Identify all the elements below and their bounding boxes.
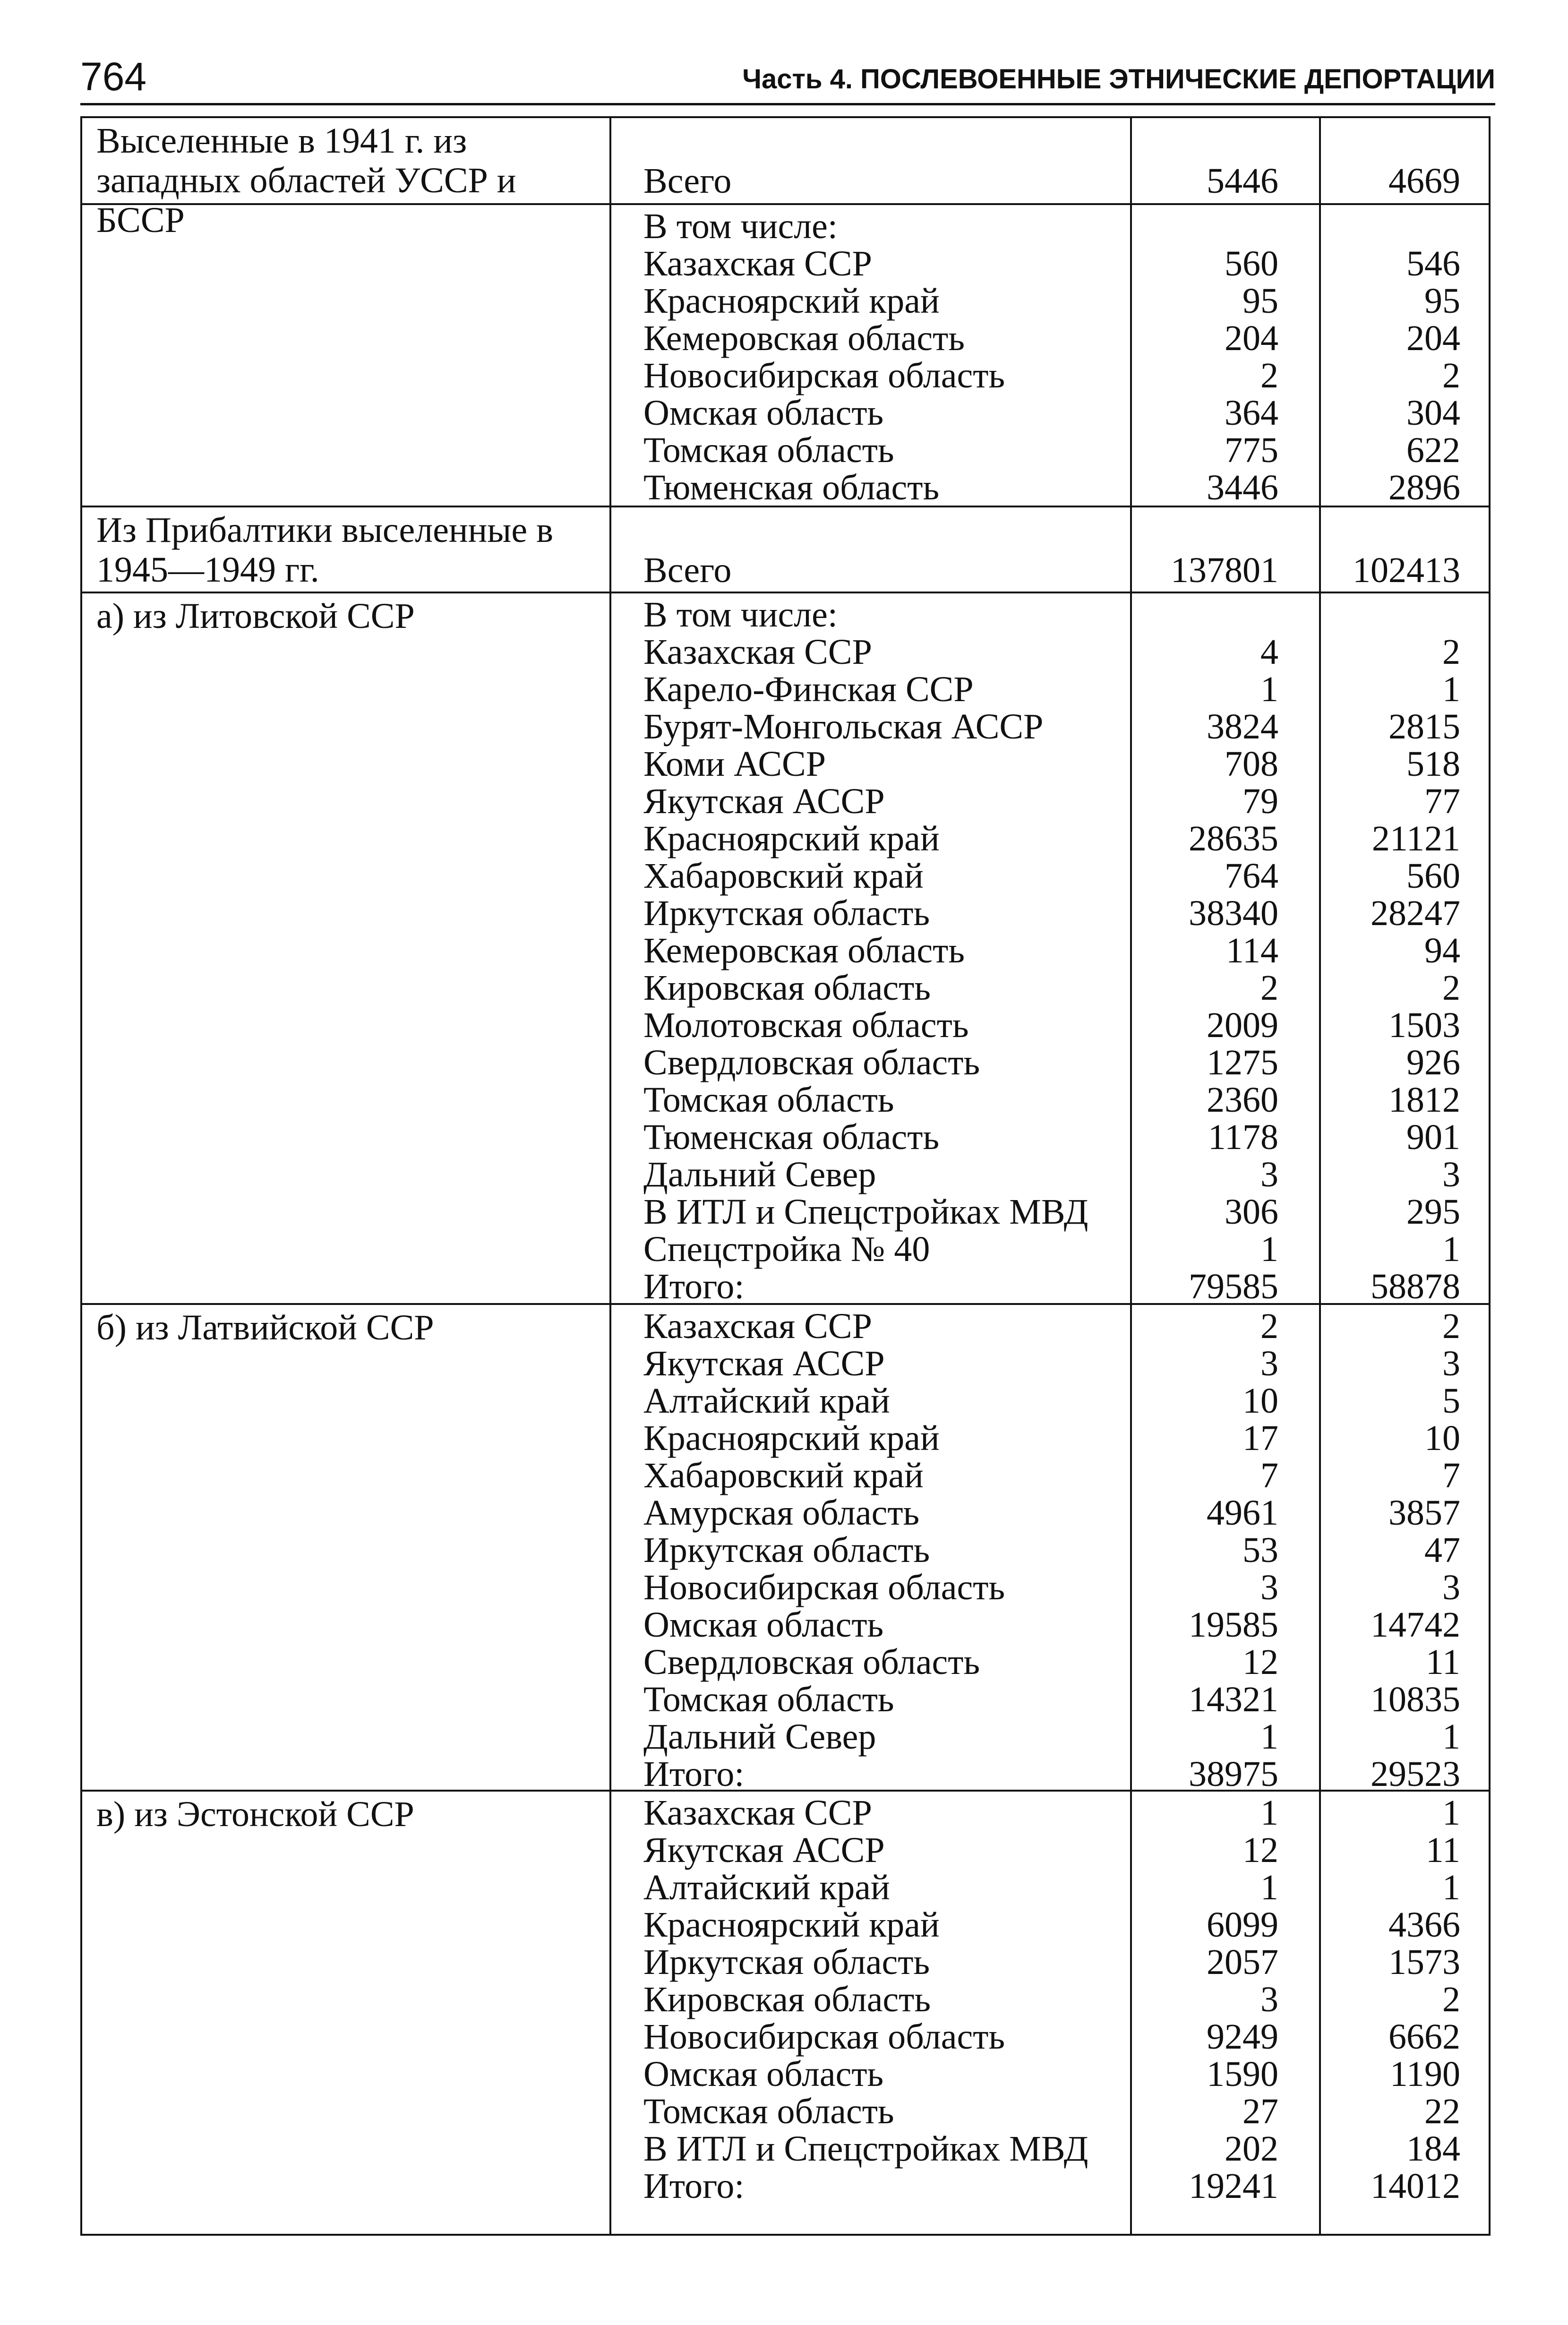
row-name: Омская область xyxy=(643,1605,884,1645)
table-row xyxy=(82,1869,1489,1906)
value-a: 7 xyxy=(1260,1456,1278,1495)
row-name: Спецстройка № 40 xyxy=(643,1229,930,1269)
table-row xyxy=(82,1193,1489,1231)
row-name: Красноярский край xyxy=(643,1418,940,1458)
table-row xyxy=(82,469,1489,506)
value-a: 1 xyxy=(1260,1793,1278,1833)
group-label: Из Прибалтики выселенные в 1945—1949 гг. xyxy=(96,510,553,590)
table-row xyxy=(82,208,1489,245)
value-a: 3 xyxy=(1260,1980,1278,2019)
table-row xyxy=(82,1906,1489,1944)
table-block-baltic xyxy=(82,506,1489,592)
page-number: 764 xyxy=(80,54,147,99)
table-row xyxy=(82,1420,1489,1457)
row-name: Всего xyxy=(643,161,732,201)
row-name: Кировская область xyxy=(643,1980,931,2019)
value-a: 1 xyxy=(1260,1717,1278,1757)
row-name: Карело-Финская ССР xyxy=(643,669,974,709)
value-b: 3857 xyxy=(1388,1493,1460,1533)
value-b: 28247 xyxy=(1371,893,1460,933)
row-name: Омская область xyxy=(643,2054,884,2094)
value-b: 58878 xyxy=(1371,1267,1460,1306)
value-a: 114 xyxy=(1225,931,1278,970)
row-name: Алтайский край xyxy=(643,1868,890,1907)
row-name: Казахская ССР xyxy=(643,1306,872,1346)
value-b: 1503 xyxy=(1388,1005,1460,1045)
running-title: Часть 4. ПОСЛЕВОЕННЫЕ ЭТНИЧЕСКИЕ ДЕПОРТАЦИИ xyxy=(742,64,1495,94)
table-row xyxy=(82,2093,1489,2130)
row-name: Свердловская область xyxy=(643,1043,980,1082)
value-a: 27 xyxy=(1242,2092,1278,2131)
table-row xyxy=(82,634,1489,671)
value-a: 19585 xyxy=(1189,1605,1278,1645)
table-row xyxy=(82,1944,1489,1981)
value-a: 1 xyxy=(1260,669,1278,709)
group-label: Выселенные в 1941 г. из западных областей УССР и БССР xyxy=(96,121,516,240)
value-b: 94 xyxy=(1424,931,1460,970)
value-a: 4 xyxy=(1260,632,1278,672)
value-a: 10 xyxy=(1242,1381,1278,1421)
row-name: Иркутская область xyxy=(643,1942,930,1982)
row-name: Красноярский край xyxy=(643,819,940,858)
table-row xyxy=(82,2168,1489,2205)
row-name: Итого: xyxy=(643,1754,745,1794)
value-b: 2 xyxy=(1442,632,1460,672)
table-row xyxy=(82,671,1489,708)
value-b: 1 xyxy=(1442,1868,1460,1907)
value-a: 2 xyxy=(1260,968,1278,1008)
value-a: 202 xyxy=(1225,2129,1278,2169)
value-a: 79585 xyxy=(1189,1267,1278,1306)
row-name: Красноярский край xyxy=(643,281,940,321)
row-name: Алтайский край xyxy=(643,1381,890,1421)
table-row xyxy=(82,1569,1489,1606)
value-a: 53 xyxy=(1242,1530,1278,1570)
table-row xyxy=(82,2018,1489,2056)
value-a: 306 xyxy=(1225,1192,1278,1232)
row-name: Коми АССР xyxy=(643,744,826,784)
table-row xyxy=(82,1756,1489,1793)
value-a: 1275 xyxy=(1207,1043,1278,1082)
value-b: 622 xyxy=(1406,430,1460,470)
row-name: Якутская АССР xyxy=(643,1344,885,1383)
value-b: 4366 xyxy=(1388,1905,1460,1945)
value-b: 295 xyxy=(1406,1192,1460,1232)
row-name: Казахская ССР xyxy=(643,244,872,283)
row-name: Иркутская область xyxy=(643,893,930,933)
row-name: Амурская область xyxy=(643,1493,920,1533)
value-a: 2360 xyxy=(1207,1080,1278,1120)
value-b: 1 xyxy=(1442,1229,1460,1269)
table-row xyxy=(82,245,1489,283)
value-b: 926 xyxy=(1406,1043,1460,1082)
row-list xyxy=(82,1308,1489,1793)
row-name: Тюменская область xyxy=(643,468,940,507)
table-row xyxy=(82,1457,1489,1494)
table-row xyxy=(82,2056,1489,2093)
value-a: 6099 xyxy=(1207,1905,1278,1945)
row-list xyxy=(82,208,1489,506)
value-b: 1812 xyxy=(1388,1080,1460,1120)
value-b: 29523 xyxy=(1371,1754,1460,1794)
group-label: в) из Эстонской ССР xyxy=(96,1794,414,1834)
table-row xyxy=(82,1532,1489,1569)
table-row xyxy=(82,1644,1489,1681)
table-block-1941-regions xyxy=(82,203,1489,506)
row-name: Тюменская область xyxy=(643,1117,940,1157)
value-a: 1 xyxy=(1260,1229,1278,1269)
table-row xyxy=(82,1794,1489,1832)
group-label: а) из Литовской ССР xyxy=(96,596,415,636)
value-a: 2 xyxy=(1260,1306,1278,1346)
table-row xyxy=(82,1007,1489,1044)
table-row xyxy=(82,596,1489,634)
row-name: Казахская ССР xyxy=(643,1793,872,1833)
row-name: Новосибирская область xyxy=(643,1568,1005,1607)
value-a: 14321 xyxy=(1189,1680,1278,1719)
row-name: Томская область xyxy=(643,2092,894,2131)
value-b: 6662 xyxy=(1388,2017,1460,2057)
table-row xyxy=(82,2130,1489,2168)
table-block-latvia xyxy=(82,1303,1489,1794)
table-block-lithuania xyxy=(82,592,1489,1306)
value-a: 9249 xyxy=(1207,2017,1278,2057)
row-name: Томская область xyxy=(643,430,894,470)
value-b: 1 xyxy=(1442,1717,1460,1757)
table-row xyxy=(82,783,1489,820)
value-a: 1590 xyxy=(1207,2054,1278,2094)
value-b: 11 xyxy=(1425,1830,1460,1870)
value-a: 3446 xyxy=(1207,468,1278,507)
row-name: В ИТЛ и Спецстройках МВД xyxy=(643,1192,1088,1232)
table-row xyxy=(82,432,1489,469)
row-name: Якутская АССР xyxy=(643,1830,885,1870)
table-row xyxy=(82,1044,1489,1081)
row-name: Новосибирская область xyxy=(643,356,1005,395)
value-b: 2 xyxy=(1442,1306,1460,1346)
row-name: В том числе: xyxy=(643,595,838,635)
value-b: 560 xyxy=(1406,856,1460,896)
value-b: 518 xyxy=(1406,744,1460,784)
group-label: б) из Латвийской ССР xyxy=(96,1308,434,1347)
value-b: 14012 xyxy=(1371,2166,1460,2206)
value-b: 2896 xyxy=(1388,468,1460,507)
row-name: Казахская ССР xyxy=(643,632,872,672)
value-b: 304 xyxy=(1406,393,1460,433)
row-name: Свердловская область xyxy=(643,1642,980,1682)
row-name: Томская область xyxy=(643,1080,894,1120)
value-a: 364 xyxy=(1225,393,1278,433)
value-b: 204 xyxy=(1406,318,1460,358)
row-name: Кемеровская область xyxy=(643,931,965,970)
table-row xyxy=(82,1156,1489,1193)
row-name: Итого: xyxy=(643,1267,745,1306)
table-row xyxy=(82,1981,1489,2018)
value-b: 1 xyxy=(1442,669,1460,709)
row-name: Красноярский край xyxy=(643,1905,940,1945)
value-b: 11 xyxy=(1425,1642,1460,1682)
value-a: 12 xyxy=(1242,1830,1278,1870)
value-b: 102413 xyxy=(1353,550,1460,590)
value-b: 184 xyxy=(1406,2129,1460,2169)
row-name: Омская область xyxy=(643,393,884,433)
row-name: Дальний Север xyxy=(643,1155,876,1194)
value-b: 1573 xyxy=(1388,1942,1460,1982)
value-a: 3824 xyxy=(1207,707,1278,746)
value-b: 2815 xyxy=(1388,707,1460,746)
value-b: 2 xyxy=(1442,968,1460,1008)
value-b: 77 xyxy=(1424,781,1460,821)
table-row xyxy=(82,895,1489,932)
table-row xyxy=(82,1681,1489,1718)
table-row xyxy=(82,1832,1489,1869)
table-row xyxy=(82,1382,1489,1420)
value-b: 3 xyxy=(1442,1344,1460,1383)
value-b: 4669 xyxy=(1388,161,1460,201)
row-name: Хабаровский край xyxy=(643,856,924,896)
row-name: Дальний Север xyxy=(643,1717,876,1757)
value-b: 7 xyxy=(1442,1456,1460,1495)
row-name: Кемеровская область xyxy=(643,318,965,358)
value-b: 1190 xyxy=(1389,2054,1460,2094)
value-a: 137801 xyxy=(1171,550,1278,590)
table-row xyxy=(82,1308,1489,1345)
value-a: 3 xyxy=(1260,1568,1278,1607)
table-row xyxy=(82,1231,1489,1268)
value-b: 1 xyxy=(1442,1793,1460,1833)
value-b: 5 xyxy=(1442,1381,1460,1421)
table-row xyxy=(82,1718,1489,1756)
value-b: 546 xyxy=(1406,244,1460,283)
value-b: 10 xyxy=(1424,1418,1460,1458)
table-row xyxy=(82,1119,1489,1156)
value-a: 708 xyxy=(1225,744,1278,784)
value-a: 17 xyxy=(1242,1418,1278,1458)
row-name: Хабаровский край xyxy=(643,1456,924,1495)
value-a: 95 xyxy=(1242,281,1278,321)
row-name: Молотовская область xyxy=(643,1005,969,1045)
table-row xyxy=(82,969,1489,1007)
value-a: 2 xyxy=(1260,356,1278,395)
value-b: 14742 xyxy=(1371,1605,1460,1645)
table-row xyxy=(82,320,1489,357)
row-name: Итого: xyxy=(643,2166,745,2206)
table-row xyxy=(82,395,1489,432)
value-a: 19241 xyxy=(1189,2166,1278,2206)
value-a: 560 xyxy=(1225,244,1278,283)
table-row xyxy=(82,1081,1489,1119)
deportation-table xyxy=(80,116,1491,2236)
value-a: 204 xyxy=(1225,318,1278,358)
table-row xyxy=(82,746,1489,783)
table-row xyxy=(82,932,1489,969)
value-a: 28635 xyxy=(1189,819,1278,858)
table-row xyxy=(82,1345,1489,1382)
value-b: 2 xyxy=(1442,356,1460,395)
value-b: 10835 xyxy=(1371,1680,1460,1719)
value-a: 12 xyxy=(1242,1642,1278,1682)
row-name: Новосибирская область xyxy=(643,2017,1005,2057)
row-name: Томская область xyxy=(643,1680,894,1719)
value-a: 79 xyxy=(1242,781,1278,821)
value-b: 95 xyxy=(1424,281,1460,321)
value-b: 3 xyxy=(1442,1568,1460,1607)
value-a: 775 xyxy=(1225,430,1278,470)
value-b: 22 xyxy=(1424,2092,1460,2131)
value-b: 901 xyxy=(1406,1117,1460,1157)
value-a: 38340 xyxy=(1189,893,1278,933)
table-row xyxy=(82,1494,1489,1532)
row-name: Всего xyxy=(643,550,732,590)
table-row xyxy=(82,1606,1489,1644)
value-a: 2009 xyxy=(1207,1005,1278,1045)
table-row xyxy=(82,357,1489,395)
value-a: 3 xyxy=(1260,1344,1278,1383)
table-row xyxy=(82,283,1489,320)
value-a: 1178 xyxy=(1208,1117,1278,1157)
table-row xyxy=(82,708,1489,746)
value-a: 2057 xyxy=(1207,1942,1278,1982)
row-name: Бурят-Монгольская АССР xyxy=(643,707,1044,746)
value-b: 2 xyxy=(1442,1980,1460,2019)
value-b: 47 xyxy=(1424,1530,1460,1570)
table-block-estonia xyxy=(82,1790,1489,2234)
value-a: 3 xyxy=(1260,1155,1278,1194)
row-list xyxy=(82,1794,1489,2205)
value-b: 21121 xyxy=(1371,819,1460,858)
table-row xyxy=(82,820,1489,858)
value-a: 4961 xyxy=(1207,1493,1278,1533)
value-a: 38975 xyxy=(1189,1754,1278,1794)
row-list xyxy=(82,596,1489,1305)
page-header xyxy=(80,51,1495,105)
row-name: Якутская АССР xyxy=(643,781,885,821)
value-a: 5446 xyxy=(1207,161,1278,201)
table-row xyxy=(82,1268,1489,1305)
table-row xyxy=(82,858,1489,895)
row-name: Кировская область xyxy=(643,968,931,1008)
value-a: 1 xyxy=(1260,1868,1278,1907)
value-a: 764 xyxy=(1225,856,1278,896)
row-name: Иркутская область xyxy=(643,1530,930,1570)
row-name: В ИТЛ и Спецстройках МВД xyxy=(643,2129,1088,2169)
value-b: 3 xyxy=(1442,1155,1460,1194)
row-name: В том числе: xyxy=(643,206,838,246)
